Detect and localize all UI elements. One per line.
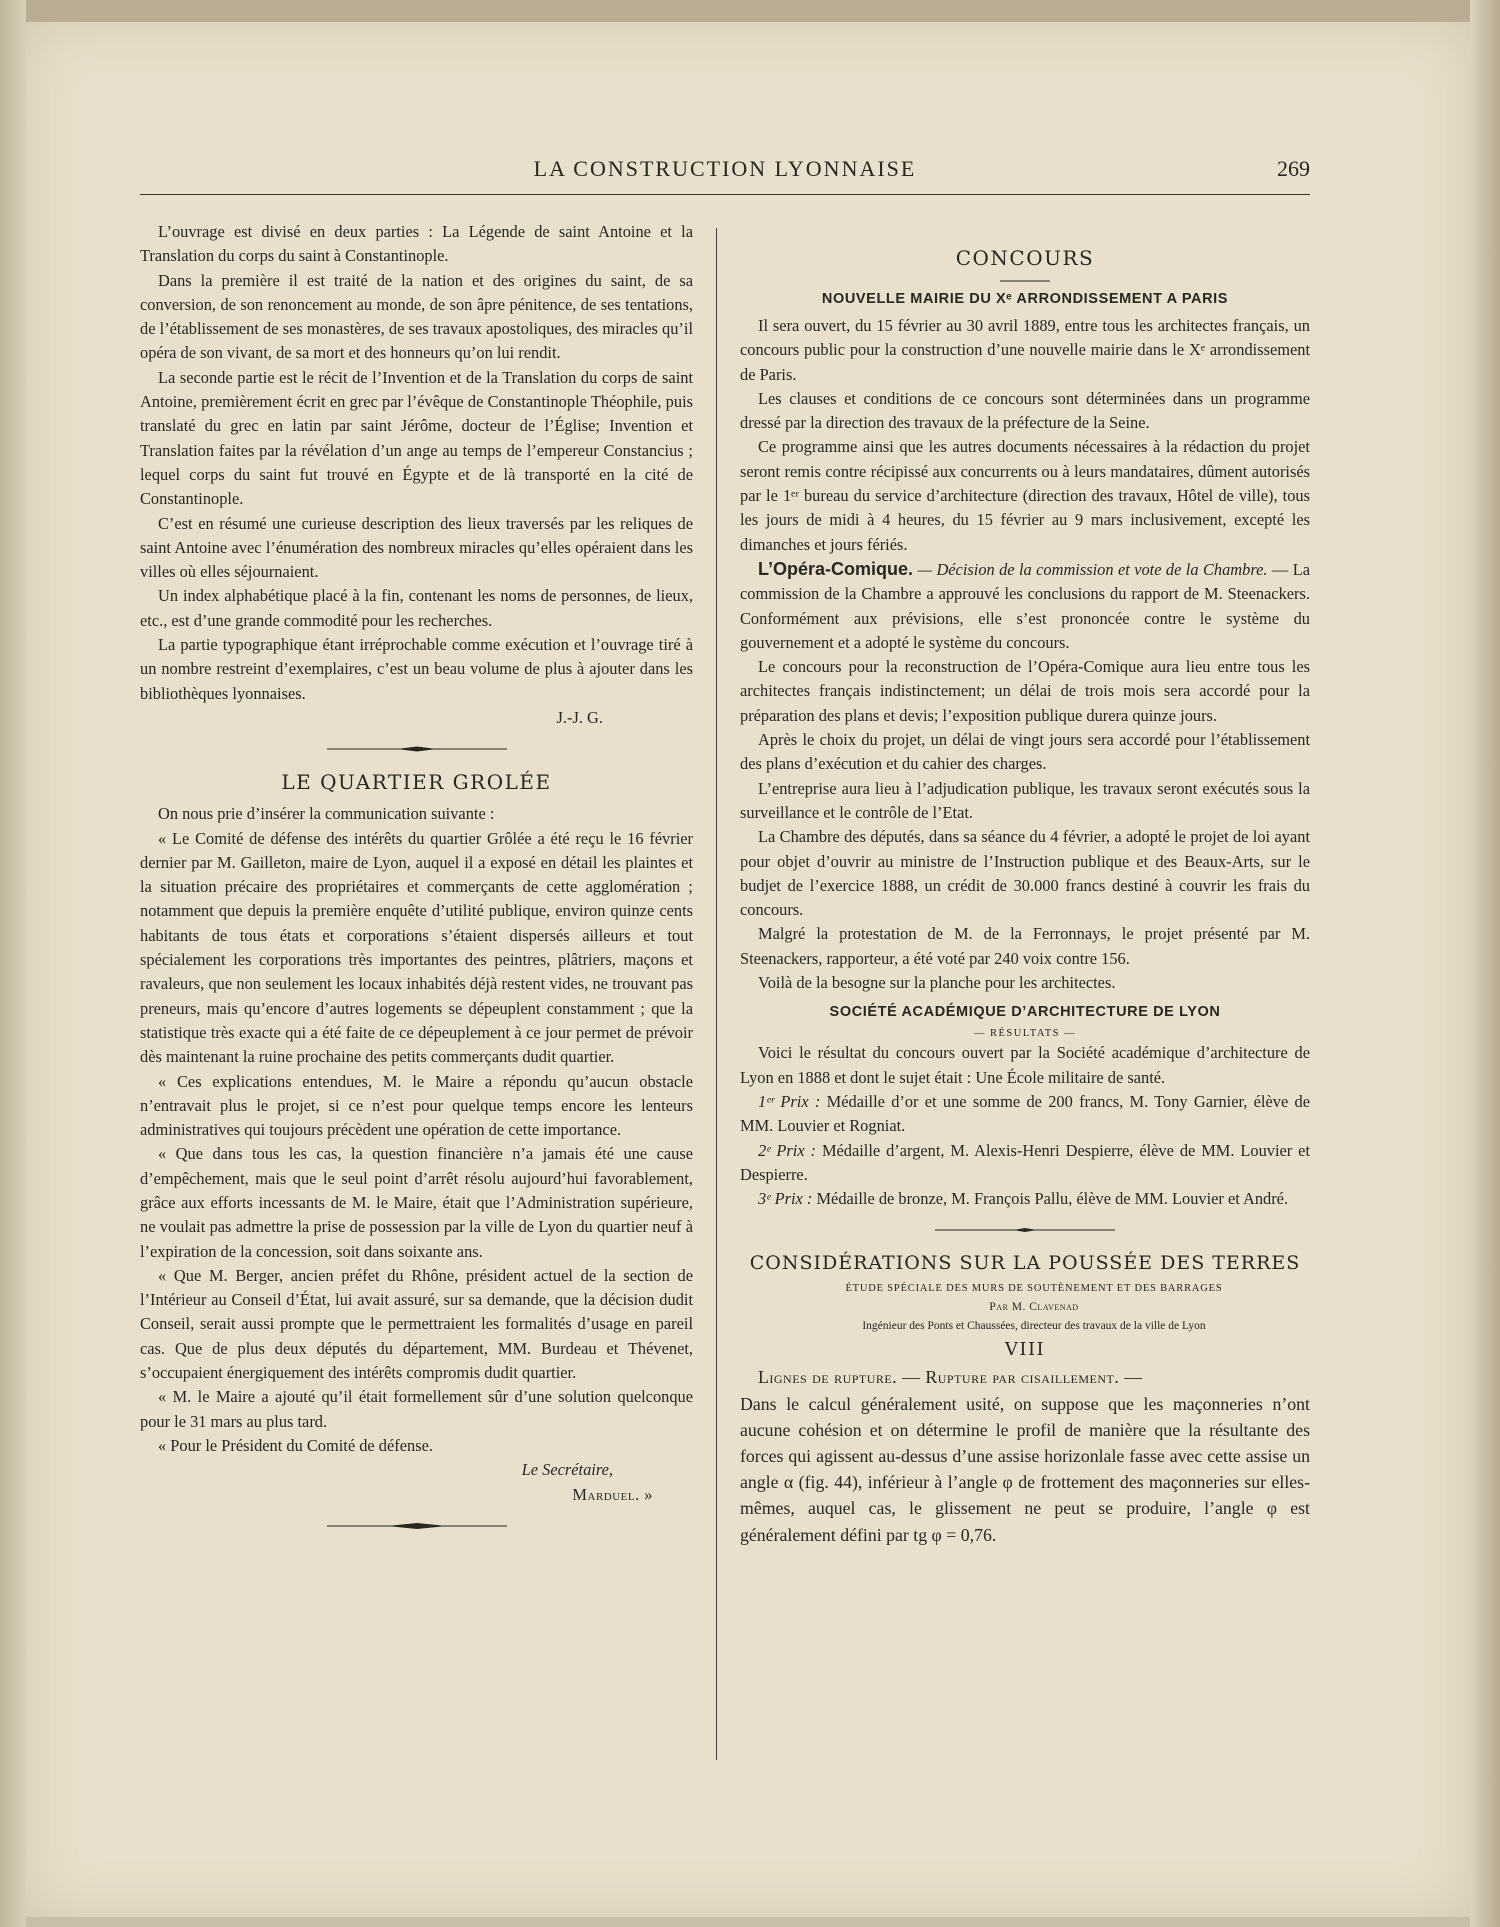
grolee-article [140,768,693,1507]
opera-paragraph: Voilà de la besogne sur la planche pour les architectes. [758,973,1116,993]
grolee-paragraph: « Pour le Président du Comité de défense. [158,1435,433,1455]
poussee-body [740,1364,1310,1547]
grolee-paragraph: « Le Comité de défense des intérêts du quartier Grôlée a été reçu le 16 février dernier par M. Gailleton, maire de Lyon, auquel il a exposé en détail les plaintes et la situation précaire des propriétaires et commerçants de cette agglomération ; notamment que depuis la première enquête d’utilité publique, environ quinze cents habitants de tous états et corporations s’étaient dispersés ailleurs et tout spécialement les corporations très importantes des peintres, plâtriers, maçons et ravaleurs, que non seulement les locaux inhabités déjà restent vides, ne trouvant pas preneurs, mais qu’encore d’autres logements se dépeuplent constamment ; que la statistique très exacte qui a été faite de ce dépeuplement à ce jour permet de prévoir dès maintenant la ruine prochaine des petits commerçants dudit quartier. [140,828,693,1067]
poussee-subtitle: ÉTUDE SPÉCIALE DES MURS DE SOUTÈNEMENT ET DES BARRAGES [845,1283,1223,1295]
review-paragraph: C’est en résumé une curieuse description des lieux traversés par les reliques de saint Antoine avec l’énumération des nombreux miracles qu’elles opéraient dans les villes où elles séjournaient. [140,513,693,582]
societe-intro: Voici le résultat du concours ouvert par la Société académique d’architecture de Lyon en 1888 et dont le sujet était : Une École militaire de santé. [740,1043,1310,1087]
review-paragraph: La partie typographique étant irréprochable comme exécution et l’ouvrage tiré à un nombre restreint d’exemplaires, c’est un beau volume de plus à ajouter dans les bibliothèques lyonnaises. [140,635,693,703]
opera-paragraph: Le concours pour la reconstruction de l’Opéra-Comique aura lieu entre tous les architectes français indistinctement; un délai de trois mois sera accordé pour la préparation des plans et devis; l’exposition publique durera quinze jours. [740,657,1310,725]
concours-title: CONCOURS [955,246,1095,270]
societe-subhead: SOCIÉTÉ ACADÉMIQUE D’ARCHITECTURE DE LYON [829,1004,1221,1021]
opera-runin: L’Opéra-Comique. [758,558,914,579]
secretary-role [140,1458,693,1482]
poussee-paragraph: Dans le calcul généralement usité, on suppose que les maçonneries n’ont aucune cohésion et on détermine le profil de manière que la résultante des forces qui agissent au-dessus d’une assise horizonlale fasse avec cette assise un angle α (fig. 44), inférieur à l’angle φ de frottement des maçonneries sur elles-mêmes, auquel cas, le glissement ne peut se produire, l’angle φ est généralement défini par tg φ = 0,76. [740,1393,1310,1545]
mairie-paragraph: Ce programme ainsi que les autres documents nécessaires à la rédaction du projet seront remis contre récipissé aux concurrents ou à leurs mandataires, dûment autorisés par le 1ᵉʳ bureau du service d’architecture (direction des travaux, Hôtel de ville), tous les jours de midi à 4 heures, du 15 février au 9 mars inclusivement, excepté les dimanches et jours fériés. [740,437,1310,554]
results-label: — RÉSULTATS — [973,1028,1077,1040]
page-number: 269 [1277,156,1310,181]
poussee-title: CONSIDÉRATIONS SUR LA POUSSÉE DES TERRES [749,1252,1301,1275]
prize-entry [740,1139,1310,1188]
opera-intro-italic: — Décision de la commission et vote de la Chambre. [917,559,1268,579]
book-review-article [140,220,693,730]
secretary-role-text: Le Secrétaire, [521,1460,613,1480]
poussee-affiliation: Ingénieur des Ponts et Chaussées, directeur des travaux de la ville de Lyon [862,1320,1206,1333]
header-rule [140,194,1310,195]
poussee-article [740,1249,1310,1547]
section-ornament [935,1225,1115,1235]
review-paragraph: Dans la première il est traité de la nation et des origines du saint, de sa conversion, de son renoncement au monde, de son âpre pénitence, de ses tentations, de l’établissement de ses monastères, de ses travaux apostoliques, des miracles qu’il opéra de son vivant, de sa mort et des honneurs qu’on lui rendit. [140,270,693,363]
title-rule [965,278,1085,284]
poussee-author: Par M. Clavenad [989,1301,1079,1314]
section-ornament [327,744,507,754]
opera-intro [740,557,1310,655]
adjacent-page-edge [0,0,26,1927]
prize-text: Médaille d’or et une somme de 200 francs, M. Tony Garnier, élève de MM. Louvier et Rogniat. [740,1091,1310,1136]
prize-text: Médaille d’argent, M. Alexis-Henri Despierre, élève de MM. Louvier et Despierre. [740,1140,1310,1184]
grolee-paragraph: « M. le Maire a ajouté qu’il était formellement sûr d’une solution quelconque pour le 31 mars au plus tard. [140,1387,693,1431]
mairie-paragraph: Les clauses et conditions de ce concours sont déterminées dans un programme dressé par la direction des travaux de la préfecture de la Seine. [740,388,1310,433]
opera-paragraph: Après le choix du projet, un délai de vingt jours sera accordé pour l’établissement des plans d’exécution et du cahier des charges. [740,730,1310,774]
prize-entry [740,1090,1310,1139]
page-edge-right [1470,0,1500,1927]
prize-label: 3ᵉ Prix : [758,1189,813,1209]
opera-paragraph: Malgré la protestation de M. de la Ferronnays, le projet présenté par M. Steenackers, rapporteur, a été voté par 240 voix contre 156. [740,924,1310,968]
opera-intro-rest: — La commission de la Chambre a approuvé les conclusions du rapport de M. Steenackers. Conformément aux prévisions, elle s’est prononcée contre le système du gouvernement et a adopté le système du concours. [740,559,1310,652]
grolee-paragraph: On nous prie d’insérer la communication suivante : [158,804,495,824]
prize-entry [740,1187,1310,1211]
opera-paragraph: L’entreprise aura lieu à l’adjudication publique, les travaux seront exécutés sous la surveillance et le contrôle de l’Etat. [740,778,1310,822]
secretary-name: Marduel. » [572,1484,653,1504]
section-numeral: VIII [1004,1339,1046,1361]
right-column [740,220,1310,1548]
column-divider [716,228,717,1760]
mairie-subhead: NOUVELLE MAIRIE DU Xᵉ ARRONDISSEMENT A PARIS [821,291,1229,307]
review-signature: J.-J. G. [556,707,603,727]
review-paragraph: Un index alphabétique placé à la fin, contenant les noms de personnes, de lieux, etc., est d’une grande commodité pour les recherches. [140,586,693,630]
section-ornament [327,1521,507,1531]
poussee-lead-heading: Lignes de rupture. — Rupture par cisaillement. — [758,1367,1143,1388]
grolee-paragraph: « Que M. Berger, ancien préfet du Rhône, président actuel de la section de l’Intérieur au Conseil d’État, lui avait assuré, sur sa demande, que la décision dudit Conseil, serait aussi prompte que le permettraient les formalités d’usage en pareil cas. Que de plus deux députés du département, MM. Burdeau et Thévenet, s’occupaient énergiquement des intérêts compromis dudit quartier. [140,1265,693,1383]
mairie-paragraph: Il sera ouvert, du 15 février au 30 avril 1889, entre tous les architectes français, un concours public pour la construction d’une nouvelle mairie dans le Xᵉ arrondissement de Paris. [740,316,1310,384]
grolee-title: LE QUARTIER GROLÉE [281,770,552,795]
grolee-paragraph: « Ces explications entendues, M. le Maire a répondu qu’aucun obstacle n’entravait plus le projet, si ce n’est pour quelque temps encore les lenteurs administratives qui toujours précèdent une opération de cette importance. [140,1071,693,1140]
page-header [140,150,1310,190]
grolee-paragraph: « Que dans tous les cas, la question financière n’a jamais été une cause d’empêchement, mais que le seul point d’arrêt résolu aujourd’hui favorablement, grâce aux efforts incessants de M. le Maire, était que l’Administration supérieure, ne voulait pas admettre la prise de possession par la ville de Lyon du quartier neuf à l’expiration de la concession, soit dans soixante ans. [140,1144,693,1261]
review-paragraph: La seconde partie est le récit de l’Invention et de la Translation du corps de saint Antoine, premièrement écrit en grec par l’évêque de Constantinople Théophile, puis translaté du grec en latin par saint Jérôme, docteur de l’Église; Invention et Translation faites par la révélation d’un ange au temps de l’empereur Constancius ; lequel corps du saint fut trouvé en Égypte et de là transporté en la cité de Constantinople. [140,367,693,509]
prize-text: Médaille de bronze, M. François Pallu, élève de MM. Louvier et André. [816,1189,1289,1209]
opera-paragraph: La Chambre des députés, dans sa séance du 4 février, a adopté le projet de loi ayant pour objet d’ouvrir au ministre de l’Instruction publique et des Beaux-Arts, sur le budjet de l’exercice 1888, un crédit de 30.000 francs destiné à couvrir les frais du concours. [740,827,1310,920]
scan-background [0,0,1500,22]
prize-label: 2ᵉ Prix : [758,1140,817,1160]
left-column [140,220,693,1545]
review-paragraph: L’ouvrage est divisé en deux parties : La Légende de saint Antoine et la Translation du corps du saint à Constantinople. [140,222,693,266]
prize-label: 1ᵉʳ Prix : [758,1091,821,1111]
running-title: LA CONSTRUCTION LYONNAISE [533,156,917,181]
